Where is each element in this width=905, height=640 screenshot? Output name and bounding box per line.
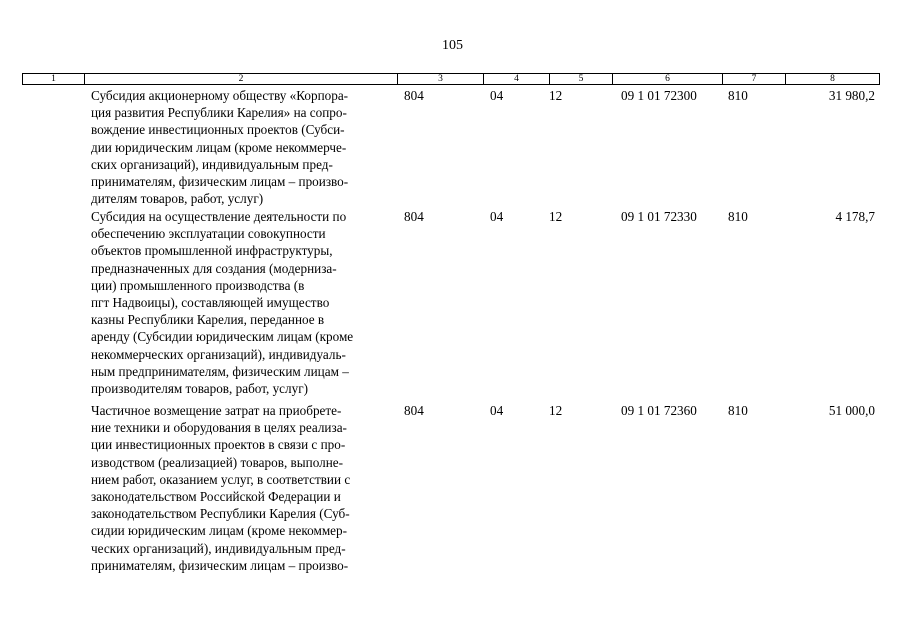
header-col-3: 3 [398,74,484,84]
row-section-code: 04 [490,88,504,103]
row-description: Частичное возмещение затрат на приобрете- ние техники и оборудования в целях реализа- ции инвестиционных проектов в связи с про- изводством (реализацией) товаров, выполне- нием работ, оказанием услуг, в соответствии с законодательством Российской Федерации и законодательством Республики Карелия (Суб- сидии юридическим лицам (кроме некоммер- ческих организаций), индивидуальным пред- принимателям, физическим лицам – произво- [91,403,351,573]
row-subsection-code: 12 [549,209,563,224]
row-subsection-code: 12 [549,88,563,103]
header-col-7: 7 [723,74,786,84]
row-grbs-code: 804 [404,88,424,103]
row-target-item-code: 09 1 01 72300 [621,88,697,103]
row-subsection-code: 12 [549,403,563,418]
page-number: 105 [442,38,463,53]
row-target-item-code: 09 1 01 72360 [621,403,697,418]
row-sum: 31 980,2 [828,88,875,103]
header-col-8: 8 [830,74,835,84]
header-col-4: 4 [484,74,550,84]
row-description: Субсидия на осуществление деятельности по обеспечению эксплуатации совокупности объектов промышленной инфраструктуры, предназначенных для создания (модерниза- ции) промышленного производства (в пгт Надвоицы), составляющей имущество казны Республики Карелия, переданное в аренду (Субсидии юридическим лицам (кроме некоммерческих организаций), индивидуаль- ным предпринимателям, физическим лицам – производителям товаров, работ, услуг) [91,209,354,397]
table-row [0,402,905,582]
row-section-code: 04 [490,403,504,418]
row-expense-type-code: 810 [728,88,748,103]
row-expense-type-code: 810 [728,209,748,224]
row-grbs-code: 804 [404,403,424,418]
row-target-item-code: 09 1 01 72330 [621,209,697,224]
row-sum: 51 000,0 [828,403,875,418]
header-col-1: 1 [23,74,85,84]
header-col-2: 2 [85,74,398,84]
row-expense-type-code: 810 [728,403,748,418]
row-section-code: 04 [490,209,504,224]
row-sum: 4 178,7 [835,209,875,224]
header-col-6: 6 [613,74,723,84]
row-grbs-code: 804 [404,209,424,224]
column-number-header [22,73,880,85]
budget-table-body [0,87,905,582]
table-row [0,208,905,402]
header-col-5: 5 [550,74,613,84]
row-description: Субсидия акционерному обществу «Корпора- ция развития Республики Карелия» на сопро- вождение инвестиционных проектов (Субси- дии юридическим лицам (кроме некоммерче- ских организаций), индивидуальным пред- принимателям, физическим лицам – произво- дителям товаров, работ, услуг) [91,88,349,207]
table-row [0,87,905,208]
